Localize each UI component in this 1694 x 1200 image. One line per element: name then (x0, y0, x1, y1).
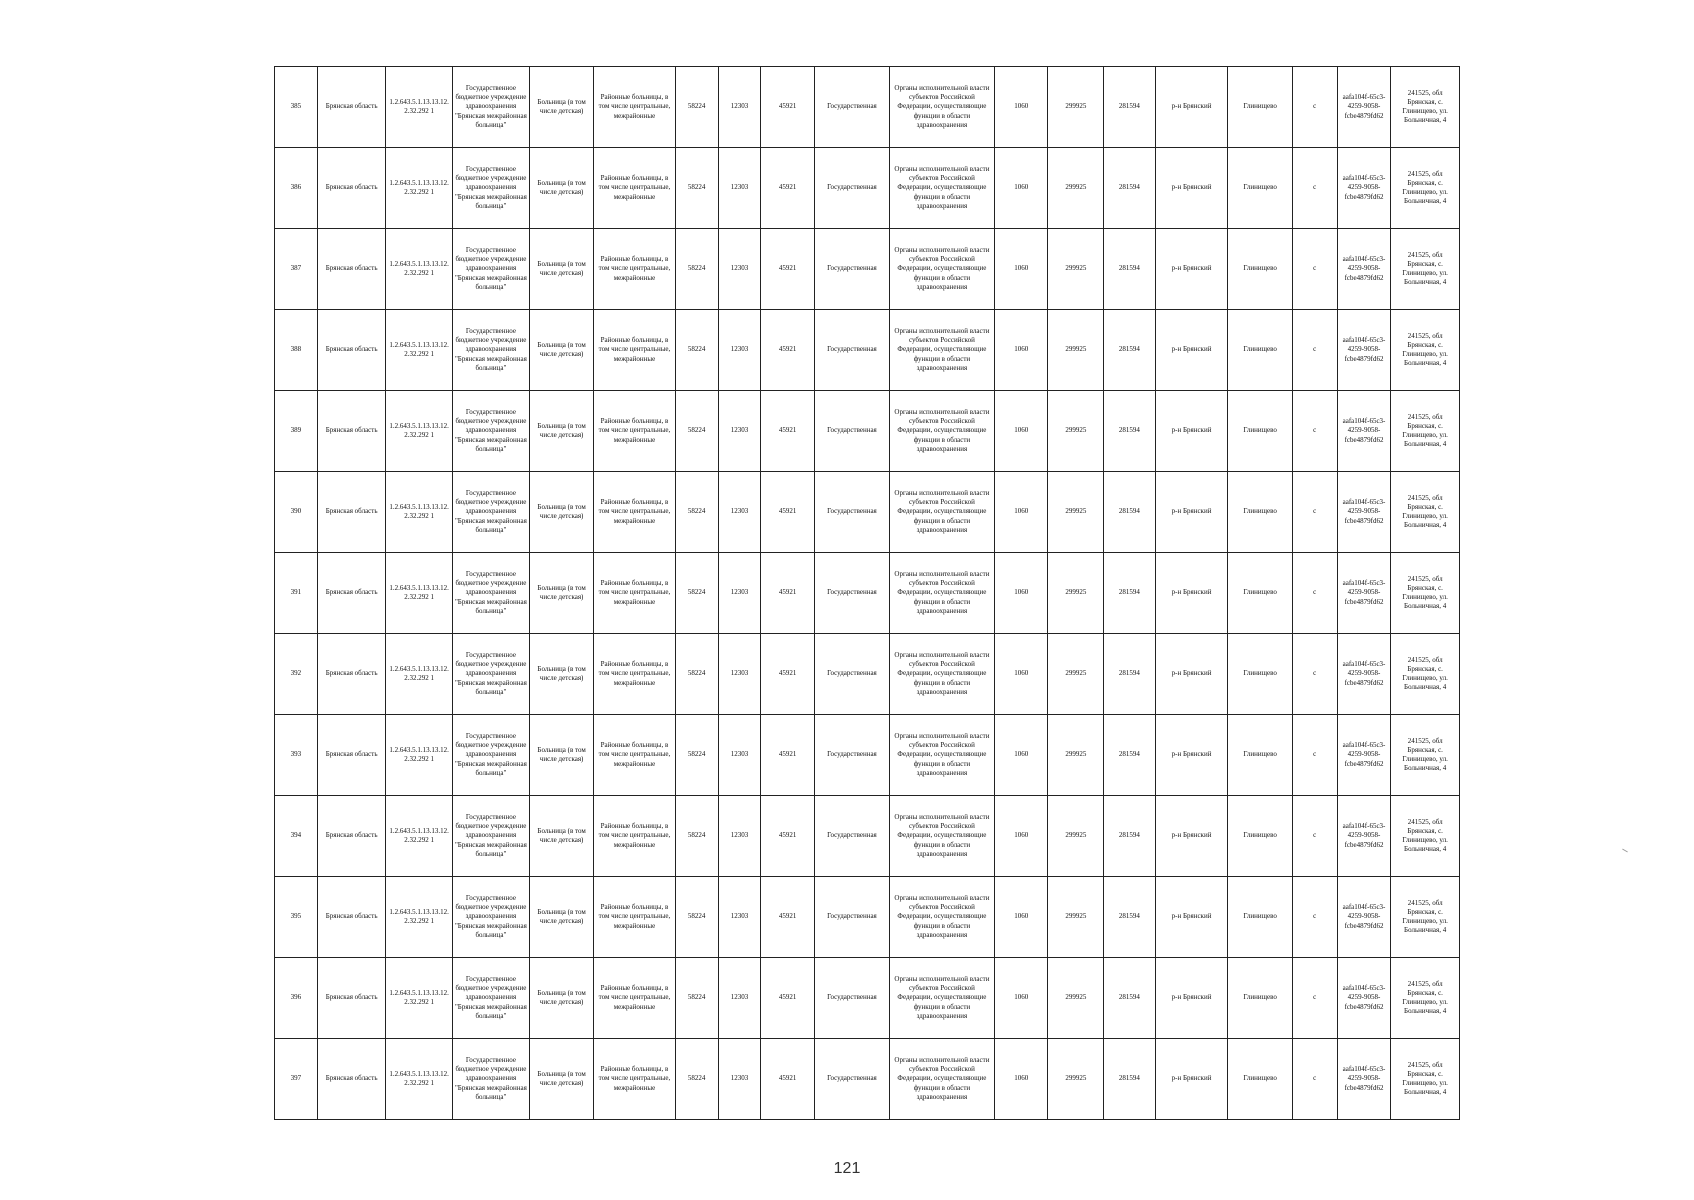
cell-code: 1.2.643.5.1.13.13.12.2.32.292 1 (386, 67, 452, 148)
cell-ownership: Государственная (814, 229, 889, 310)
table-row (275, 715, 1460, 796)
cell-guid: aafa104f-65c3-4259-9058-fcbe4879fd62 (1337, 310, 1391, 391)
cell-n3: 45921 (761, 715, 815, 796)
cell-n4: 1060 (994, 715, 1048, 796)
cell-ownership: Государственная (814, 715, 889, 796)
cell-n1: 58224 (675, 1039, 718, 1120)
cell-n5: 299925 (1048, 67, 1104, 148)
cell-n1: 58224 (675, 796, 718, 877)
cell-address: 241525, обл Брянская, с. Глинищево, ул. Больничная, 4 (1391, 796, 1460, 877)
cell-address: 241525, обл Брянская, с. Глинищево, ул. Больничная, 4 (1391, 391, 1460, 472)
cell-address: 241525, обл Брянская, с. Глинищево, ул. Больничная, 4 (1391, 715, 1460, 796)
cell-district: р-н Брянский (1155, 634, 1228, 715)
cell-letter: с (1292, 553, 1337, 634)
cell-num: 389 (275, 391, 318, 472)
cell-address: 241525, обл Брянская, с. Глинищево, ул. Больничная, 4 (1391, 634, 1460, 715)
cell-letter: с (1292, 229, 1337, 310)
cell-type: Больница (в том числе детская) (529, 148, 593, 229)
cell-district: р-н Брянский (1155, 796, 1228, 877)
cell-authority: Органы исполнительной власти субъектов Российской Федерации, осуществляющие функции в области здравоохранения (889, 1039, 994, 1120)
cell-name: Государственное бюджетное учреждение здравоохранения "Брянская межрайонная больница" (452, 958, 529, 1039)
cell-name: Государственное бюджетное учреждение здравоохранения "Брянская межрайонная больница" (452, 634, 529, 715)
cell-guid: aafa104f-65c3-4259-9058-fcbe4879fd62 (1337, 472, 1391, 553)
cell-region: Брянская область (317, 553, 386, 634)
cell-letter: с (1292, 1039, 1337, 1120)
cell-n4: 1060 (994, 958, 1048, 1039)
table-row (275, 1039, 1460, 1120)
cell-authority: Органы исполнительной власти субъектов Российской Федерации, осуществляющие функции в области здравоохранения (889, 148, 994, 229)
table-row (275, 877, 1460, 958)
table-row (275, 229, 1460, 310)
cell-code: 1.2.643.5.1.13.13.12.2.32.292 1 (386, 391, 452, 472)
cell-subtype: Районные больницы, в том числе центральные, межрайонные (594, 67, 675, 148)
cell-region: Брянская область (317, 877, 386, 958)
cell-authority: Органы исполнительной власти субъектов Российской Федерации, осуществляющие функции в области здравоохранения (889, 229, 994, 310)
cell-village: Глинищево (1228, 67, 1292, 148)
cell-n4: 1060 (994, 229, 1048, 310)
cell-n5: 299925 (1048, 715, 1104, 796)
cell-n4: 1060 (994, 553, 1048, 634)
cell-subtype: Районные больницы, в том числе центральные, межрайонные (594, 796, 675, 877)
cell-n1: 58224 (675, 634, 718, 715)
cell-village: Глинищево (1228, 472, 1292, 553)
cell-type: Больница (в том числе детская) (529, 391, 593, 472)
cell-type: Больница (в том числе детская) (529, 67, 593, 148)
cell-num: 397 (275, 1039, 318, 1120)
cell-district: р-н Брянский (1155, 472, 1228, 553)
cell-n5: 299925 (1048, 1039, 1104, 1120)
cell-ownership: Государственная (814, 391, 889, 472)
cell-num: 394 (275, 796, 318, 877)
cell-code: 1.2.643.5.1.13.13.12.2.32.292 1 (386, 553, 452, 634)
cell-district: р-н Брянский (1155, 877, 1228, 958)
cell-n2: 12303 (718, 67, 761, 148)
cell-num: 392 (275, 634, 318, 715)
cell-n1: 58224 (675, 148, 718, 229)
cell-guid: aafa104f-65c3-4259-9058-fcbe4879fd62 (1337, 796, 1391, 877)
cell-guid: aafa104f-65c3-4259-9058-fcbe4879fd62 (1337, 715, 1391, 796)
cell-n4: 1060 (994, 67, 1048, 148)
cell-n5: 299925 (1048, 553, 1104, 634)
cell-n1: 58224 (675, 715, 718, 796)
page-number: 121 (833, 1160, 861, 1177)
cell-ownership: Государственная (814, 796, 889, 877)
cell-n5: 299925 (1048, 634, 1104, 715)
cell-village: Глинищево (1228, 877, 1292, 958)
cell-letter: с (1292, 634, 1337, 715)
table-row (275, 391, 1460, 472)
cell-code: 1.2.643.5.1.13.13.12.2.32.292 1 (386, 472, 452, 553)
cell-authority: Органы исполнительной власти субъектов Российской Федерации, осуществляющие функции в области здравоохранения (889, 472, 994, 553)
cell-subtype: Районные больницы, в том числе центральные, межрайонные (594, 310, 675, 391)
cell-region: Брянская область (317, 796, 386, 877)
cell-type: Больница (в том числе детская) (529, 472, 593, 553)
cell-n4: 1060 (994, 796, 1048, 877)
cell-n2: 12303 (718, 715, 761, 796)
cell-subtype: Районные больницы, в том числе центральные, межрайонные (594, 634, 675, 715)
cell-type: Больница (в том числе детская) (529, 796, 593, 877)
cell-letter: с (1292, 796, 1337, 877)
cell-district: р-н Брянский (1155, 715, 1228, 796)
cell-type: Больница (в том числе детская) (529, 958, 593, 1039)
cell-authority: Органы исполнительной власти субъектов Российской Федерации, осуществляющие функции в области здравоохранения (889, 634, 994, 715)
cell-authority: Органы исполнительной власти субъектов Российской Федерации, осуществляющие функции в области здравоохранения (889, 310, 994, 391)
cell-authority: Органы исполнительной власти субъектов Российской Федерации, осуществляющие функции в области здравоохранения (889, 391, 994, 472)
cell-guid: aafa104f-65c3-4259-9058-fcbe4879fd62 (1337, 877, 1391, 958)
cell-type: Больница (в том числе детская) (529, 229, 593, 310)
cell-n5: 299925 (1048, 958, 1104, 1039)
cell-guid: aafa104f-65c3-4259-9058-fcbe4879fd62 (1337, 67, 1391, 148)
cell-region: Брянская область (317, 958, 386, 1039)
cell-type: Больница (в том числе детская) (529, 553, 593, 634)
cell-code: 1.2.643.5.1.13.13.12.2.32.292 1 (386, 148, 452, 229)
cell-district: р-н Брянский (1155, 958, 1228, 1039)
cell-n4: 1060 (994, 391, 1048, 472)
cell-n3: 45921 (761, 148, 815, 229)
table-row (275, 310, 1460, 391)
cell-name: Государственное бюджетное учреждение здравоохранения "Брянская межрайонная больница" (452, 310, 529, 391)
cell-n2: 12303 (718, 877, 761, 958)
cell-village: Глинищево (1228, 715, 1292, 796)
table-body (275, 67, 1460, 1120)
cell-district: р-н Брянский (1155, 391, 1228, 472)
cell-n1: 58224 (675, 877, 718, 958)
cell-village: Глинищево (1228, 148, 1292, 229)
cell-subtype: Районные больницы, в том числе центральные, межрайонные (594, 1039, 675, 1120)
cell-region: Брянская область (317, 634, 386, 715)
cell-n3: 45921 (761, 958, 815, 1039)
cell-village: Глинищево (1228, 1039, 1292, 1120)
cell-n6: 281594 (1104, 958, 1155, 1039)
cell-ownership: Государственная (814, 310, 889, 391)
cell-n4: 1060 (994, 472, 1048, 553)
cell-n1: 58224 (675, 310, 718, 391)
cell-n6: 281594 (1104, 877, 1155, 958)
cell-n5: 299925 (1048, 877, 1104, 958)
cell-n2: 12303 (718, 634, 761, 715)
cell-n2: 12303 (718, 958, 761, 1039)
cell-n3: 45921 (761, 391, 815, 472)
cell-letter: с (1292, 391, 1337, 472)
cell-authority: Органы исполнительной власти субъектов Российской Федерации, осуществляющие функции в области здравоохранения (889, 553, 994, 634)
cell-code: 1.2.643.5.1.13.13.12.2.32.292 1 (386, 958, 452, 1039)
cell-n1: 58224 (675, 67, 718, 148)
cell-num: 390 (275, 472, 318, 553)
cell-guid: aafa104f-65c3-4259-9058-fcbe4879fd62 (1337, 634, 1391, 715)
cell-region: Брянская область (317, 229, 386, 310)
cell-n5: 299925 (1048, 229, 1104, 310)
cell-num: 385 (275, 67, 318, 148)
cell-n3: 45921 (761, 310, 815, 391)
cell-ownership: Государственная (814, 148, 889, 229)
cell-address: 241525, обл Брянская, с. Глинищево, ул. Больничная, 4 (1391, 958, 1460, 1039)
cell-name: Государственное бюджетное учреждение здравоохранения "Брянская межрайонная больница" (452, 229, 529, 310)
cell-address: 241525, обл Брянская, с. Глинищево, ул. Больничная, 4 (1391, 877, 1460, 958)
cell-code: 1.2.643.5.1.13.13.12.2.32.292 1 (386, 877, 452, 958)
cell-ownership: Государственная (814, 958, 889, 1039)
cell-guid: aafa104f-65c3-4259-9058-fcbe4879fd62 (1337, 1039, 1391, 1120)
cell-n5: 299925 (1048, 472, 1104, 553)
cell-n6: 281594 (1104, 796, 1155, 877)
table-row (275, 472, 1460, 553)
cell-authority: Органы исполнительной власти субъектов Российской Федерации, осуществляющие функции в области здравоохранения (889, 67, 994, 148)
cell-village: Глинищево (1228, 229, 1292, 310)
cell-n3: 45921 (761, 877, 815, 958)
cell-subtype: Районные больницы, в том числе центральные, межрайонные (594, 877, 675, 958)
cell-code: 1.2.643.5.1.13.13.12.2.32.292 1 (386, 1039, 452, 1120)
cell-letter: с (1292, 472, 1337, 553)
cell-letter: с (1292, 67, 1337, 148)
cell-district: р-н Брянский (1155, 229, 1228, 310)
cell-name: Государственное бюджетное учреждение здравоохранения "Брянская межрайонная больница" (452, 1039, 529, 1120)
cell-code: 1.2.643.5.1.13.13.12.2.32.292 1 (386, 715, 452, 796)
cell-n1: 58224 (675, 958, 718, 1039)
cell-guid: aafa104f-65c3-4259-9058-fcbe4879fd62 (1337, 553, 1391, 634)
cell-ownership: Государственная (814, 472, 889, 553)
cell-n3: 45921 (761, 1039, 815, 1120)
cell-address: 241525, обл Брянская, с. Глинищево, ул. Больничная, 4 (1391, 472, 1460, 553)
cell-ownership: Государственная (814, 67, 889, 148)
cell-code: 1.2.643.5.1.13.13.12.2.32.292 1 (386, 310, 452, 391)
cell-ownership: Государственная (814, 1039, 889, 1120)
cell-name: Государственное бюджетное учреждение здравоохранения "Брянская межрайонная больница" (452, 148, 529, 229)
cell-region: Брянская область (317, 472, 386, 553)
cell-n3: 45921 (761, 796, 815, 877)
cell-name: Государственное бюджетное учреждение здравоохранения "Брянская межрайонная больница" (452, 391, 529, 472)
cell-letter: с (1292, 715, 1337, 796)
cell-n3: 45921 (761, 472, 815, 553)
cell-guid: aafa104f-65c3-4259-9058-fcbe4879fd62 (1337, 958, 1391, 1039)
cell-subtype: Районные больницы, в том числе центральные, межрайонные (594, 553, 675, 634)
cell-address: 241525, обл Брянская, с. Глинищево, ул. Больничная, 4 (1391, 310, 1460, 391)
cell-ownership: Государственная (814, 634, 889, 715)
cell-ownership: Государственная (814, 877, 889, 958)
cell-subtype: Районные больницы, в том числе центральные, межрайонные (594, 472, 675, 553)
cell-n3: 45921 (761, 229, 815, 310)
cell-n6: 281594 (1104, 391, 1155, 472)
cell-n2: 12303 (718, 796, 761, 877)
cell-address: 241525, обл Брянская, с. Глинищево, ул. Больничная, 4 (1391, 229, 1460, 310)
cell-subtype: Районные больницы, в том числе центральные, межрайонные (594, 715, 675, 796)
table-row (275, 148, 1460, 229)
cell-type: Больница (в том числе детская) (529, 310, 593, 391)
cell-address: 241525, обл Брянская, с. Глинищево, ул. Больничная, 4 (1391, 1039, 1460, 1120)
cell-district: р-н Брянский (1155, 310, 1228, 391)
cell-num: 391 (275, 553, 318, 634)
cell-region: Брянская область (317, 148, 386, 229)
cell-authority: Органы исполнительной власти субъектов Российской Федерации, осуществляющие функции в области здравоохранения (889, 796, 994, 877)
cell-code: 1.2.643.5.1.13.13.12.2.32.292 1 (386, 229, 452, 310)
cell-n1: 58224 (675, 472, 718, 553)
cell-district: р-н Брянский (1155, 67, 1228, 148)
cell-num: 388 (275, 310, 318, 391)
cell-code: 1.2.643.5.1.13.13.12.2.32.292 1 (386, 634, 452, 715)
cell-n1: 58224 (675, 229, 718, 310)
cell-num: 396 (275, 958, 318, 1039)
cell-guid: aafa104f-65c3-4259-9058-fcbe4879fd62 (1337, 229, 1391, 310)
cell-n6: 281594 (1104, 67, 1155, 148)
cell-village: Глинищево (1228, 391, 1292, 472)
cell-num: 386 (275, 148, 318, 229)
cell-code: 1.2.643.5.1.13.13.12.2.32.292 1 (386, 796, 452, 877)
table-row (275, 634, 1460, 715)
cell-village: Глинищево (1228, 310, 1292, 391)
cell-n3: 45921 (761, 634, 815, 715)
cell-subtype: Районные больницы, в том числе центральные, межрайонные (594, 958, 675, 1039)
cell-type: Больница (в том числе детская) (529, 1039, 593, 1120)
cell-type: Больница (в том числе детская) (529, 634, 593, 715)
cell-n2: 12303 (718, 391, 761, 472)
cell-n6: 281594 (1104, 310, 1155, 391)
scan-speck (1622, 849, 1628, 853)
cell-n3: 45921 (761, 67, 815, 148)
cell-n2: 12303 (718, 310, 761, 391)
cell-address: 241525, обл Брянская, с. Глинищево, ул. Больничная, 4 (1391, 553, 1460, 634)
cell-district: р-н Брянский (1155, 553, 1228, 634)
cell-n6: 281594 (1104, 472, 1155, 553)
cell-village: Глинищево (1228, 634, 1292, 715)
cell-subtype: Районные больницы, в том числе центральные, межрайонные (594, 229, 675, 310)
table-row (275, 796, 1460, 877)
table-row (275, 67, 1460, 148)
cell-region: Брянская область (317, 391, 386, 472)
cell-type: Больница (в том числе детская) (529, 877, 593, 958)
cell-letter: с (1292, 877, 1337, 958)
cell-authority: Органы исполнительной власти субъектов Российской Федерации, осуществляющие функции в области здравоохранения (889, 715, 994, 796)
cell-num: 395 (275, 877, 318, 958)
cell-n5: 299925 (1048, 310, 1104, 391)
cell-name: Государственное бюджетное учреждение здравоохранения "Брянская межрайонная больница" (452, 796, 529, 877)
cell-region: Брянская область (317, 715, 386, 796)
cell-n4: 1060 (994, 877, 1048, 958)
cell-name: Государственное бюджетное учреждение здравоохранения "Брянская межрайонная больница" (452, 67, 529, 148)
cell-num: 393 (275, 715, 318, 796)
cell-ownership: Государственная (814, 553, 889, 634)
table-row (275, 958, 1460, 1039)
cell-subtype: Районные больницы, в том числе центральные, межрайонные (594, 391, 675, 472)
cell-num: 387 (275, 229, 318, 310)
cell-n6: 281594 (1104, 148, 1155, 229)
cell-village: Глинищево (1228, 796, 1292, 877)
cell-village: Глинищево (1228, 553, 1292, 634)
cell-letter: с (1292, 148, 1337, 229)
cell-n4: 1060 (994, 1039, 1048, 1120)
cell-n6: 281594 (1104, 715, 1155, 796)
cell-n2: 12303 (718, 472, 761, 553)
cell-n2: 12303 (718, 553, 761, 634)
cell-n5: 299925 (1048, 796, 1104, 877)
facilities-table (274, 66, 1460, 1120)
cell-n6: 281594 (1104, 1039, 1155, 1120)
cell-type: Больница (в том числе детская) (529, 715, 593, 796)
cell-address: 241525, обл Брянская, с. Глинищево, ул. Больничная, 4 (1391, 148, 1460, 229)
cell-n2: 12303 (718, 148, 761, 229)
cell-n2: 12303 (718, 229, 761, 310)
cell-name: Государственное бюджетное учреждение здравоохранения "Брянская межрайонная больница" (452, 715, 529, 796)
cell-n3: 45921 (761, 553, 815, 634)
cell-region: Брянская область (317, 310, 386, 391)
table-row (275, 553, 1460, 634)
cell-address: 241525, обл Брянская, с. Глинищево, ул. Больничная, 4 (1391, 67, 1460, 148)
cell-name: Государственное бюджетное учреждение здравоохранения "Брянская межрайонная больница" (452, 472, 529, 553)
cell-n5: 299925 (1048, 148, 1104, 229)
cell-n4: 1060 (994, 310, 1048, 391)
cell-authority: Органы исполнительной власти субъектов Российской Федерации, осуществляющие функции в области здравоохранения (889, 958, 994, 1039)
cell-letter: с (1292, 958, 1337, 1039)
cell-n4: 1060 (994, 634, 1048, 715)
cell-guid: aafa104f-65c3-4259-9058-fcbe4879fd62 (1337, 391, 1391, 472)
cell-region: Брянская область (317, 1039, 386, 1120)
cell-guid: aafa104f-65c3-4259-9058-fcbe4879fd62 (1337, 148, 1391, 229)
cell-n5: 299925 (1048, 391, 1104, 472)
cell-n6: 281594 (1104, 553, 1155, 634)
cell-n6: 281594 (1104, 634, 1155, 715)
cell-name: Государственное бюджетное учреждение здравоохранения "Брянская межрайонная больница" (452, 877, 529, 958)
cell-authority: Органы исполнительной власти субъектов Российской Федерации, осуществляющие функции в области здравоохранения (889, 877, 994, 958)
cell-district: р-н Брянский (1155, 148, 1228, 229)
cell-n1: 58224 (675, 553, 718, 634)
cell-n6: 281594 (1104, 229, 1155, 310)
cell-letter: с (1292, 310, 1337, 391)
cell-village: Глинищево (1228, 958, 1292, 1039)
cell-name: Государственное бюджетное учреждение здравоохранения "Брянская межрайонная больница" (452, 553, 529, 634)
cell-region: Брянская область (317, 67, 386, 148)
cell-n1: 58224 (675, 391, 718, 472)
cell-n4: 1060 (994, 148, 1048, 229)
cell-district: р-н Брянский (1155, 1039, 1228, 1120)
cell-subtype: Районные больницы, в том числе центральные, межрайонные (594, 148, 675, 229)
cell-n2: 12303 (718, 1039, 761, 1120)
